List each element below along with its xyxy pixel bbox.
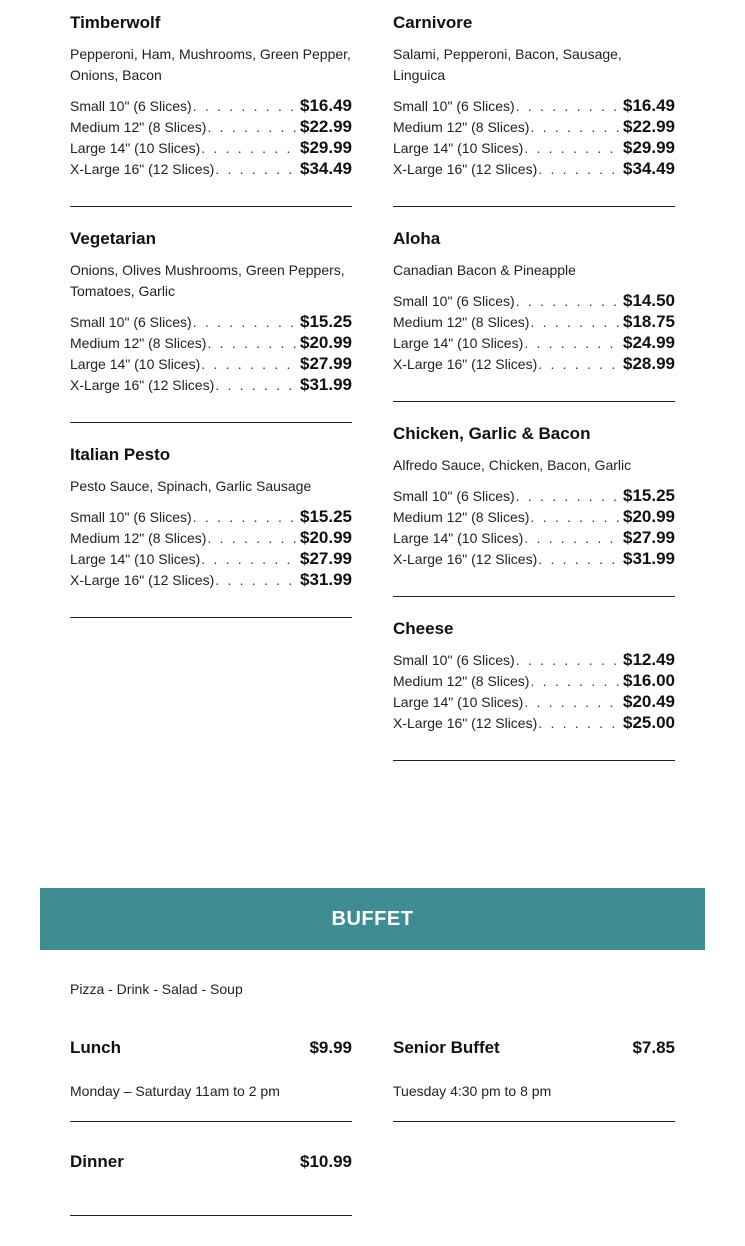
buffet-item-header bbox=[70, 1038, 352, 1062]
price-row bbox=[70, 354, 352, 375]
price-row bbox=[70, 507, 352, 528]
item-name: Cheese bbox=[393, 619, 454, 638]
size-label: Large 14" (10 Slices) bbox=[70, 356, 201, 372]
size-label: Medium 12" (8 Slices) bbox=[393, 673, 530, 689]
price-value: $20.99 bbox=[300, 333, 352, 352]
item-description: Salami, Pepperoni, Bacon, Sausage, Linguica bbox=[393, 46, 622, 83]
price-value: $22.99 bbox=[300, 117, 352, 136]
buffet-item bbox=[70, 1152, 352, 1216]
item-description: Canadian Bacon & Pineapple bbox=[393, 262, 576, 278]
dot-leader bbox=[516, 293, 622, 309]
price-value: $15.25 bbox=[623, 486, 675, 505]
price-row bbox=[70, 528, 352, 549]
dot-leader bbox=[530, 673, 622, 689]
price-value: $31.99 bbox=[623, 549, 675, 568]
price-list bbox=[393, 96, 675, 180]
buffet-item bbox=[393, 1038, 675, 1122]
dot-leader bbox=[207, 335, 299, 351]
price-row bbox=[393, 333, 675, 354]
size-label: Small 10" (6 Slices) bbox=[393, 652, 515, 668]
pizza-menu bbox=[70, 0, 675, 769]
price-row bbox=[70, 549, 352, 570]
buffet-item-price: $7.85 bbox=[632, 1038, 675, 1057]
size-label: Small 10" (6 Slices) bbox=[70, 314, 192, 330]
dot-leader bbox=[538, 356, 622, 372]
price-row bbox=[393, 96, 675, 117]
price-list bbox=[70, 507, 352, 591]
price-value: $31.99 bbox=[300, 375, 352, 394]
price-row bbox=[70, 333, 352, 354]
price-row bbox=[70, 570, 352, 591]
price-value: $14.50 bbox=[623, 291, 675, 310]
size-label: X-Large 16" (12 Slices) bbox=[70, 377, 215, 393]
buffet-item-description: Monday – Saturday 11am to 2 pm bbox=[70, 1083, 280, 1099]
size-label: Medium 12" (8 Slices) bbox=[70, 335, 207, 351]
price-row bbox=[393, 312, 675, 333]
size-label: Small 10" (6 Slices) bbox=[393, 98, 515, 114]
item-description: Onions, Olives Mushrooms, Green Peppers, Tomatoes, Garlic bbox=[70, 262, 345, 299]
size-label: Small 10" (6 Slices) bbox=[393, 293, 515, 309]
price-row bbox=[393, 507, 675, 528]
buffet-subtitle: Pizza - Drink - Salad - Soup bbox=[70, 981, 243, 997]
price-value: $18.75 bbox=[623, 312, 675, 331]
size-label: Large 14" (10 Slices) bbox=[70, 551, 201, 567]
price-list bbox=[393, 291, 675, 375]
buffet-item-header bbox=[70, 1152, 352, 1176]
size-label: X-Large 16" (12 Slices) bbox=[393, 551, 538, 567]
price-value: $20.49 bbox=[623, 692, 675, 711]
buffet-item-name: Senior Buffet bbox=[393, 1038, 500, 1057]
dot-leader bbox=[215, 572, 299, 588]
price-value: $29.99 bbox=[623, 138, 675, 157]
price-value: $16.49 bbox=[623, 96, 675, 115]
buffet-item-header bbox=[393, 1038, 675, 1062]
price-value: $22.99 bbox=[623, 117, 675, 136]
buffet-item-price: $10.99 bbox=[300, 1152, 352, 1171]
size-label: X-Large 16" (12 Slices) bbox=[70, 161, 215, 177]
dot-leader bbox=[516, 652, 622, 668]
price-list bbox=[393, 486, 675, 570]
price-row bbox=[393, 528, 675, 549]
buffet-item-price: $9.99 bbox=[309, 1038, 352, 1057]
price-list bbox=[70, 312, 352, 396]
menu-item bbox=[393, 0, 675, 207]
price-row bbox=[70, 375, 352, 396]
size-label: Large 14" (10 Slices) bbox=[393, 694, 524, 710]
size-label: Medium 12" (8 Slices) bbox=[393, 119, 530, 135]
price-row bbox=[70, 117, 352, 138]
buffet-item-name: Dinner bbox=[70, 1152, 124, 1171]
price-value: $24.99 bbox=[623, 333, 675, 352]
price-value: $28.99 bbox=[623, 354, 675, 373]
item-name: Chicken, Garlic & Bacon bbox=[393, 424, 591, 443]
dot-leader bbox=[530, 119, 622, 135]
dot-leader bbox=[207, 530, 299, 546]
size-label: Small 10" (6 Slices) bbox=[70, 509, 192, 525]
dot-leader bbox=[207, 119, 299, 135]
menu-item bbox=[393, 410, 675, 597]
item-name: Aloha bbox=[393, 229, 441, 248]
price-row bbox=[70, 138, 352, 159]
price-row bbox=[393, 650, 675, 671]
size-label: Medium 12" (8 Slices) bbox=[70, 119, 207, 135]
price-row bbox=[393, 138, 675, 159]
price-value: $20.99 bbox=[300, 528, 352, 547]
buffet-header bbox=[40, 888, 705, 950]
size-label: Medium 12" (8 Slices) bbox=[393, 314, 530, 330]
size-label: Small 10" (6 Slices) bbox=[393, 488, 515, 504]
dot-leader bbox=[530, 314, 622, 330]
buffet-title: BUFFET bbox=[331, 907, 414, 930]
price-value: $25.00 bbox=[623, 713, 675, 732]
price-row bbox=[393, 486, 675, 507]
menu-item bbox=[393, 605, 675, 761]
price-value: $15.25 bbox=[300, 507, 352, 526]
size-label: Large 14" (10 Slices) bbox=[393, 140, 524, 156]
price-value: $31.99 bbox=[300, 570, 352, 589]
buffet-item bbox=[70, 1038, 352, 1122]
price-row bbox=[393, 291, 675, 312]
dot-leader bbox=[538, 551, 622, 567]
buffet-list bbox=[70, 1038, 675, 1246]
size-label: Large 14" (10 Slices) bbox=[393, 530, 524, 546]
price-value: $27.99 bbox=[300, 549, 352, 568]
size-label: X-Large 16" (12 Slices) bbox=[70, 572, 215, 588]
menu-column-left bbox=[70, 0, 352, 769]
item-name: Timberwolf bbox=[70, 13, 161, 32]
menu-item bbox=[70, 215, 352, 423]
dot-leader bbox=[215, 377, 299, 393]
size-label: X-Large 16" (12 Slices) bbox=[393, 715, 538, 731]
dot-leader bbox=[193, 314, 299, 330]
price-value: $34.49 bbox=[623, 159, 675, 178]
size-label: Large 14" (10 Slices) bbox=[393, 335, 524, 351]
dot-leader bbox=[215, 161, 299, 177]
item-description: Alfredo Sauce, Chicken, Bacon, Garlic bbox=[393, 457, 632, 473]
dot-leader bbox=[516, 98, 622, 114]
price-value: $27.99 bbox=[300, 354, 352, 373]
price-row bbox=[393, 354, 675, 375]
price-value: $16.49 bbox=[300, 96, 352, 115]
item-name: Vegetarian bbox=[70, 229, 156, 248]
buffet-item-name: Lunch bbox=[70, 1038, 121, 1057]
dot-leader bbox=[524, 140, 622, 156]
dot-leader bbox=[524, 335, 622, 351]
price-row bbox=[70, 159, 352, 180]
size-label: X-Large 16" (12 Slices) bbox=[393, 161, 538, 177]
dot-leader bbox=[530, 509, 622, 525]
item-description: Pesto Sauce, Spinach, Garlic Sausage bbox=[70, 478, 312, 494]
item-name: Italian Pesto bbox=[70, 445, 171, 464]
price-value: $12.49 bbox=[623, 650, 675, 669]
dot-leader bbox=[193, 98, 299, 114]
dot-leader bbox=[201, 551, 299, 567]
price-value: $15.25 bbox=[300, 312, 352, 331]
item-description: Pepperoni, Ham, Mushrooms, Green Pepper, Onions, Bacon bbox=[70, 46, 351, 83]
size-label: X-Large 16" (12 Slices) bbox=[393, 356, 538, 372]
dot-leader bbox=[538, 161, 622, 177]
menu-item bbox=[70, 0, 352, 207]
dot-leader bbox=[201, 140, 299, 156]
buffet-item-description: Tuesday 4:30 pm to 8 pm bbox=[393, 1083, 552, 1099]
price-value: $34.49 bbox=[300, 159, 352, 178]
dot-leader bbox=[524, 530, 622, 546]
price-value: $16.00 bbox=[623, 671, 675, 690]
dot-leader bbox=[516, 488, 622, 504]
price-row bbox=[393, 713, 675, 734]
dot-leader bbox=[201, 356, 299, 372]
price-row bbox=[393, 692, 675, 713]
menu-item bbox=[70, 431, 352, 618]
price-row bbox=[393, 117, 675, 138]
price-value: $20.99 bbox=[623, 507, 675, 526]
dot-leader bbox=[538, 715, 622, 731]
size-label: Medium 12" (8 Slices) bbox=[393, 509, 530, 525]
size-label: Small 10" (6 Slices) bbox=[70, 98, 192, 114]
price-row bbox=[393, 671, 675, 692]
price-value: $27.99 bbox=[623, 528, 675, 547]
dot-leader bbox=[193, 509, 299, 525]
price-row bbox=[393, 549, 675, 570]
price-list bbox=[70, 96, 352, 180]
size-label: Large 14" (10 Slices) bbox=[70, 140, 201, 156]
price-list bbox=[393, 650, 675, 734]
price-row bbox=[393, 159, 675, 180]
item-name: Carnivore bbox=[393, 13, 473, 32]
price-row bbox=[70, 312, 352, 333]
price-value: $29.99 bbox=[300, 138, 352, 157]
dot-leader bbox=[524, 694, 622, 710]
menu-column-right bbox=[393, 0, 675, 769]
menu-item bbox=[393, 215, 675, 402]
size-label: Medium 12" (8 Slices) bbox=[70, 530, 207, 546]
price-row bbox=[70, 96, 352, 117]
